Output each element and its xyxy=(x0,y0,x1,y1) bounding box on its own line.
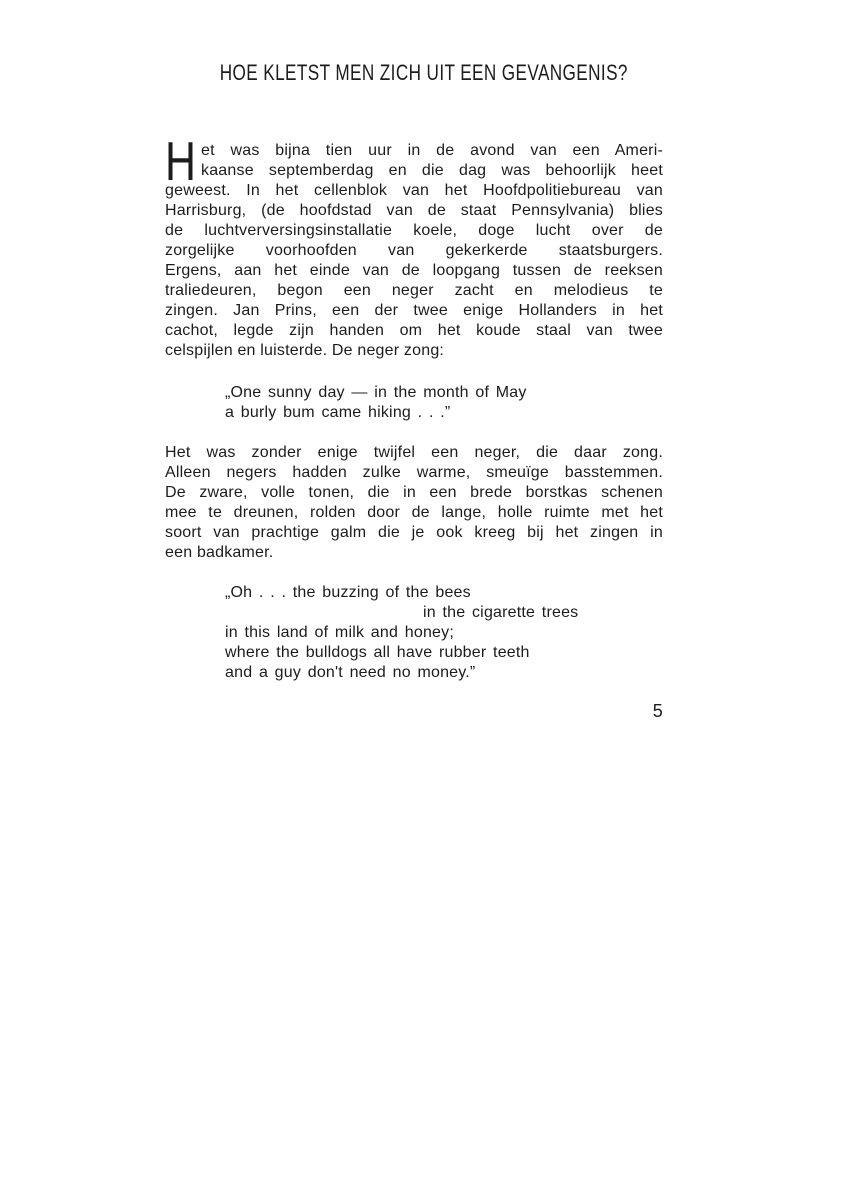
text-line: kaanse septemberdag en die dag was behoorlijk heet xyxy=(201,162,663,179)
text-line: Het was zonder enige twijfel een neger, die daar zong. xyxy=(165,444,663,461)
text-line: geweest. In het cellenblok van het Hoofdpolitiebureau van xyxy=(165,182,663,199)
page-number: 5 xyxy=(652,701,663,721)
song-verse-2 xyxy=(225,583,663,683)
text-line: Alleen negers hadden zulke warme, smeuïge basstemmen. xyxy=(165,464,663,481)
song-verse-1 xyxy=(225,383,663,423)
text-line: een badkamer. xyxy=(165,544,274,561)
text-line: traliedeuren, begon een neger zacht en melodieus te xyxy=(165,282,663,299)
text-line: mee te dreunen, rolden door de lange, holle ruimte met het xyxy=(165,504,663,521)
text-line: De zware, volle tonen, die in een brede borstkas schenen xyxy=(165,484,663,501)
drop-cap: H xyxy=(165,130,197,192)
text-block xyxy=(165,62,663,722)
verse-line: in this land of milk and honey; xyxy=(225,624,454,641)
paragraph-1 xyxy=(165,130,663,361)
text-line: cachot, legde zijn handen om het koude staal van twee xyxy=(165,322,663,339)
verse-line: a burly bum came hiking . . .” xyxy=(225,404,451,421)
text-line: Ergens, aan het einde van de loopgang tussen de reeksen xyxy=(165,262,663,279)
text-line: et was bijna tien uur in de avond van een Ameri- xyxy=(201,142,663,159)
paragraph-2 xyxy=(165,443,663,563)
text-line: Harrisburg, (de hoofdstad van de staat Pennsylvania) blies xyxy=(165,202,663,219)
verse-line: „Oh . . . the buzzing of the bees xyxy=(225,584,471,601)
text-line: zorgelijke voorhoofden van gekerkerde staatsburgers. xyxy=(165,242,663,259)
verse-line: in the cigarette trees xyxy=(423,604,579,621)
text-line: zingen. Jan Prins, een der twee enige Hollanders in het xyxy=(165,302,663,319)
verse-line: where the bulldogs all have rubber teeth xyxy=(225,644,530,661)
text-line: celspijlen en luisterde. De neger zong: xyxy=(165,342,445,359)
verse-line: „One sunny day — in the month of May xyxy=(225,384,527,401)
text-line: soort van prachtige galm die je ook kreeg bij het zingen in xyxy=(165,524,663,541)
verse-line: and a guy don't need no money.” xyxy=(225,664,476,681)
page-title: HOE KLETST MEN ZICH UIT EEN GEVANGENIS? xyxy=(219,60,628,85)
text-line: de luchtverversingsinstallatie koele, doge lucht over de xyxy=(165,222,663,239)
